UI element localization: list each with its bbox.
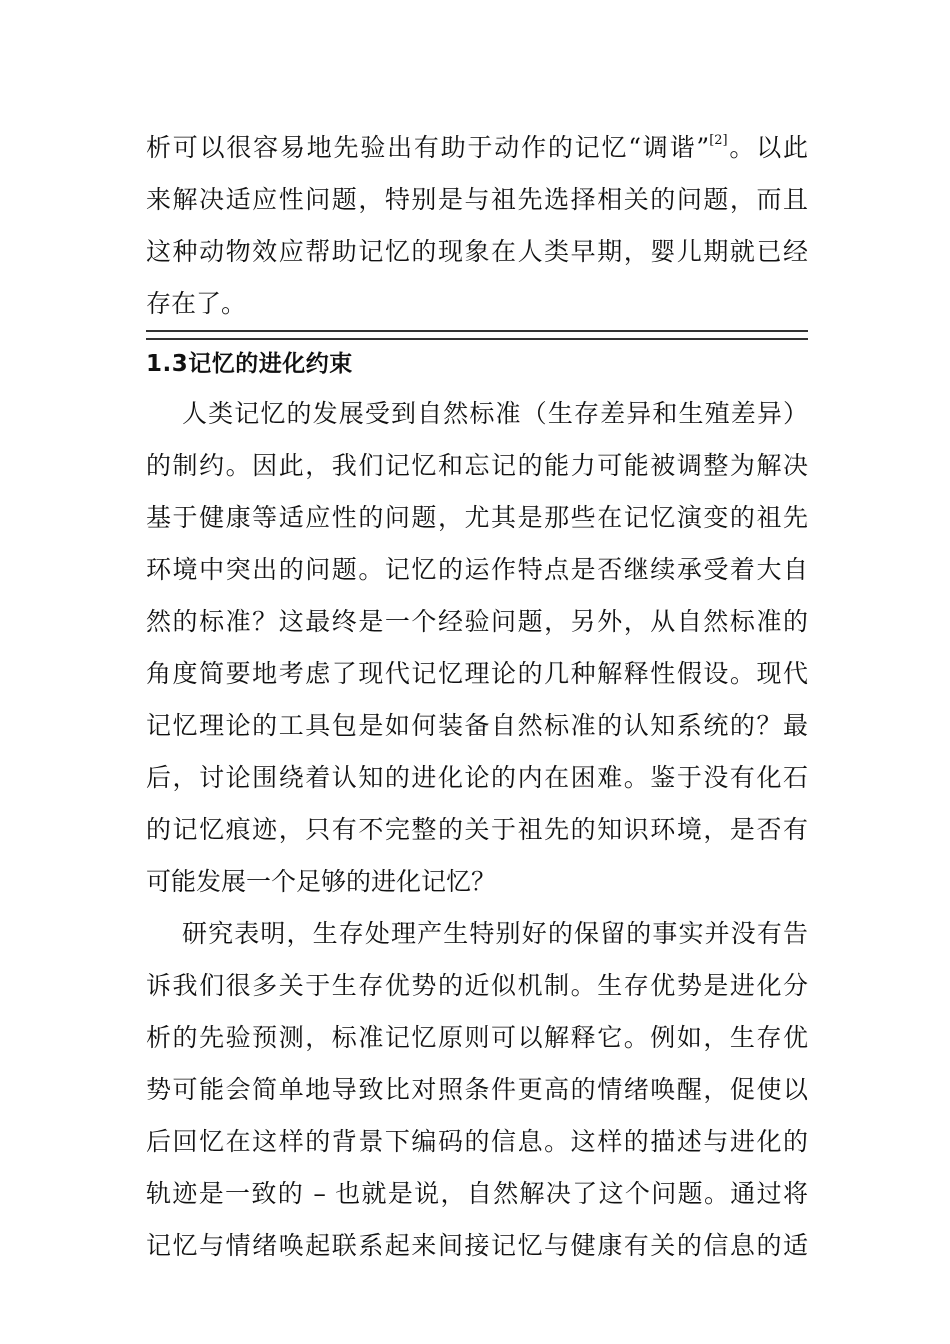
text-line: 来解决适应性问题，特别是与祖先选择相关的问题，而且 (146, 185, 808, 214)
text-line: 轨迹是一致的 – 也就是说，自然解决了这个问题。通过将 (146, 1179, 808, 1208)
text-line: 这种动物效应帮助记忆的现象在人类早期，婴儿期就已经 (146, 237, 808, 266)
text-line: 诉我们很多关于生存优势的近似机制。生存优势是进化分 (146, 971, 808, 1000)
section-divider (146, 330, 808, 340)
text-line: 存在了。 (146, 289, 247, 318)
text-line: 势可能会简单地导致比对照条件更高的情绪唤醒，促使以 (146, 1075, 808, 1104)
text-line: 记忆理论的工具包是如何装备自然标准的认知系统的？最 (146, 711, 808, 740)
text-line: 析可以很容易地先验出有助于动作的记忆“调谐”[2]。以此 (146, 133, 808, 162)
text-line: 研究表明，生存处理产生特别好的保留的事实并没有告 (182, 919, 808, 948)
text-line: 人类记忆的发展受到自然标准（生存差异和生殖差异） (182, 399, 808, 428)
text-line: 后，讨论围绕着认知的进化论的内在困难。鉴于没有化石 (146, 763, 808, 792)
text-line: 记忆与情绪唤起联系起来间接记忆与健康有关的信息的适 (146, 1231, 808, 1260)
text-line: 后回忆在这样的背景下编码的信息。这样的描述与进化的 (146, 1127, 808, 1156)
text-line: 环境中突出的问题。记忆的运作特点是否继续承受着大自 (146, 555, 808, 584)
text-line: 基于健康等适应性的问题，尤其是那些在记忆演变的祖先 (146, 503, 808, 532)
text-line: 角度简要地考虑了现代记忆理论的几种解释性假设。现代 (146, 659, 808, 688)
text-line: 析的先验预测，标准记忆原则可以解释它。例如，生存优 (146, 1023, 808, 1052)
text-line: 然的标准？这最终是一个经验问题，另外，从自然标准的 (146, 607, 808, 636)
citation-ref[interactable]: [2] (709, 133, 728, 148)
paragraph-1 (146, 388, 808, 908)
document-page (146, 122, 808, 1272)
text-line: 的制约。因此，我们记忆和忘记的能力可能被调整为解决 (146, 451, 808, 480)
section-heading: 1.3记忆的进化约束 (146, 351, 353, 377)
text-line: 的记忆痕迹，只有不完整的关于祖先的知识环境，是否有 (146, 815, 808, 844)
paragraph-2 (146, 908, 808, 1272)
text-line: 可能发展一个足够的进化记忆？ (146, 867, 497, 896)
